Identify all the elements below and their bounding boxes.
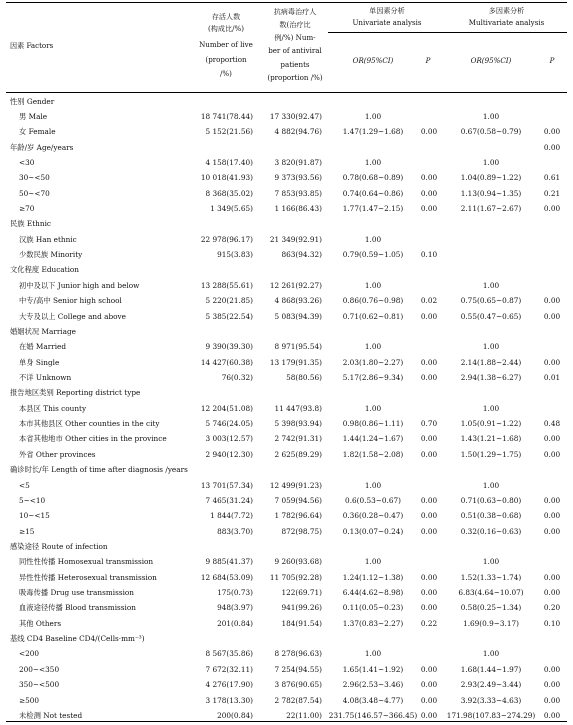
row-mp: 0.00 <box>543 357 561 367</box>
row-mor: 0.58(0.25~1.34) <box>460 603 522 613</box>
row-label: 中专/高中 Senior high school <box>19 296 122 306</box>
row-label: 汉族 Han ethnic <box>19 234 77 244</box>
row-mor: 1.68(1.44~1.97) <box>460 664 522 674</box>
row-up: 0.10 <box>420 250 438 260</box>
row-up: 0.00 <box>420 204 438 214</box>
row-mor: 0.32(0.16~0.63) <box>460 526 522 536</box>
row-mor: 1.00 <box>482 403 500 413</box>
row-live: 7 465(31.24) <box>205 495 253 505</box>
row-up: 0.00 <box>420 372 438 382</box>
row-live: 883(3.70) <box>217 526 253 536</box>
row-art: 12 499(91.23) <box>269 480 322 490</box>
header-bottom-rule <box>6 92 567 93</box>
row-up: 0.22 <box>420 618 438 628</box>
header-survival-3: Number of live <box>199 40 253 49</box>
row-live: 76(0.32) <box>221 372 253 382</box>
row-uor: 1.00 <box>364 280 382 290</box>
row-uor: 1.00 <box>364 649 382 659</box>
row-uor: 1.65(1.41~1.92) <box>342 664 404 674</box>
row-label: ≥15 <box>19 526 35 536</box>
row-uor: 1.24(1.12~1.38) <box>342 572 404 582</box>
row-uor: 0.86(0.76~0.98) <box>342 296 404 306</box>
row-uor: 1.00 <box>364 111 382 121</box>
row-up: 0.00 <box>420 710 438 720</box>
row-label: <5 <box>19 480 30 490</box>
row-mor: 0.75(0.65~0.87) <box>460 296 522 306</box>
row-live: 7 672(32.11) <box>205 664 253 674</box>
row-mp: 0.00 <box>543 449 561 459</box>
row-art: 1 166(86.43) <box>274 204 322 214</box>
header-antiviral-2: 数(治疗比 <box>279 20 311 29</box>
row-up: 0.00 <box>420 572 438 582</box>
row-label: 10~<15 <box>19 511 50 521</box>
bottom-rule <box>6 721 567 722</box>
row-art: 2 782(87.54) <box>274 695 322 705</box>
row-up: 0.00 <box>420 449 438 459</box>
row-up: 0.00 <box>420 603 438 613</box>
row-uor: 1.00 <box>364 157 382 167</box>
row-uor: 0.11(0.05~0.23) <box>342 603 404 613</box>
row-art: 3 876(90.65) <box>274 680 322 690</box>
row-label: 初中及以下 Junior high and below <box>19 280 140 290</box>
row-label: 少数民族 Minority <box>19 250 83 260</box>
row-live: 3 003(12.57) <box>205 434 253 444</box>
row-uor: 0.6(0.53~0.67) <box>345 495 401 505</box>
row-art: 5 398(93.94) <box>274 419 322 429</box>
row-uor: 0.74(0.64~0.86) <box>342 188 404 198</box>
row-live: 5 152(21.56) <box>205 127 253 137</box>
header-antiviral-1: 抗病毒治疗人 <box>273 7 317 16</box>
row-art: 872(98.75) <box>281 526 322 536</box>
header-univariate-p: P <box>425 56 431 65</box>
header-univariate-cn: 单因素分析 <box>369 6 405 15</box>
row-mor: 3.92(3.33~4.63) <box>460 695 522 705</box>
row-label: 30~<50 <box>19 173 50 183</box>
row-up: 0.00 <box>420 664 438 674</box>
row-mor: 1.43(1.21~1.68) <box>460 434 522 444</box>
row-mp: 0.00 <box>543 664 561 674</box>
row-label: 外省 Other provinces <box>19 449 96 459</box>
row-label: 50~<70 <box>19 188 50 198</box>
row-live: 2 940(12.30) <box>205 449 253 459</box>
row-label: ≥500 <box>19 695 40 705</box>
header-multivariate-cn: 多因素分析 <box>488 6 525 15</box>
row-up: 0.00 <box>420 695 438 705</box>
row-art: 8 278(96.63) <box>274 649 322 659</box>
row-art: 22(11.00) <box>286 710 322 720</box>
row-up: 0.00 <box>420 173 438 183</box>
row-mor: 1.00 <box>482 480 500 490</box>
row-up: 0.00 <box>420 495 438 505</box>
row-mp: 0.20 <box>543 603 561 613</box>
row-live: 8 368(35.02) <box>205 188 253 198</box>
row-art: 4 868(93.26) <box>274 296 322 306</box>
row-mp: 0.00 <box>543 495 561 505</box>
row-uor: 1.00 <box>364 403 382 413</box>
row-live: 12 204(51.08) <box>200 403 253 413</box>
row-label: 大专及以上 College and above <box>19 311 126 321</box>
row-mp: 0.61 <box>543 173 561 183</box>
row-live: 175(0.73) <box>217 588 253 598</box>
row-live: 13 288(55.61) <box>200 280 253 290</box>
row-live: 915(3.83) <box>217 250 253 260</box>
row-up: 0.02 <box>420 296 438 306</box>
row-art: 4 882(94.76) <box>274 127 322 137</box>
row-label: 未检测 Not tested <box>19 710 83 720</box>
row-live: 5 385(22.54) <box>205 311 253 321</box>
row-up: 0.00 <box>420 188 438 198</box>
row-uor: 0.13(0.07~0.24) <box>342 526 404 536</box>
row-mor: 0.71(0.63~0.80) <box>460 495 522 505</box>
section-label: 婚姻状况 Marriage <box>10 326 76 336</box>
row-art: 13 179(91.35) <box>269 357 322 367</box>
row-art: 7 254(94.55) <box>274 664 322 674</box>
row-mor: 1.52(1.33~1.74) <box>460 572 522 582</box>
row-uor: 0.71(0.62~0.81) <box>342 311 404 321</box>
row-live: 10 018(41.93) <box>200 173 253 183</box>
row-uor: 1.77(1.47~2.15) <box>342 204 404 214</box>
row-live: 5 746(24.05) <box>205 419 253 429</box>
row-live: 18 741(78.44) <box>200 111 253 121</box>
row-mor: 1.00 <box>482 157 500 167</box>
row-art: 122(69.71) <box>281 588 322 598</box>
row-mp: 0.00 <box>543 296 561 306</box>
row-live: 12 684(53.09) <box>200 572 253 582</box>
row-label: 在婚 Married <box>19 342 67 352</box>
row-art: 8 971(95.54) <box>274 342 322 352</box>
row-uor: 1.47(1.29~1.68) <box>342 127 404 137</box>
row-art: 11 705(92.28) <box>269 572 322 582</box>
row-mp: 0.00 <box>543 434 561 444</box>
row-label: 同性性传播 Homosexual transmission <box>19 557 154 567</box>
header-survival-2: (构成比/%) <box>208 24 244 33</box>
row-label: <30 <box>19 157 35 167</box>
row-mor: 2.93(2.49~3.44) <box>460 680 522 690</box>
header-survival-1: 存活人数 <box>211 12 241 21</box>
row-up: 0.00 <box>420 357 438 367</box>
row-art: 58(80.56) <box>286 372 322 382</box>
row-label: 不详 Unknown <box>19 372 72 382</box>
row-live: 9 885(41.37) <box>205 557 253 567</box>
row-label: <200 <box>19 649 40 659</box>
row-mor: 0.67(0.58~0.79) <box>460 127 522 137</box>
section-label: 报告地区类别 Reporting district type <box>10 388 141 398</box>
row-live: 5 220(21.85) <box>205 296 253 306</box>
row-label: 本县区 This county <box>19 403 87 413</box>
row-uor: 0.98(0.86~1.11) <box>342 419 404 429</box>
row-mp: 0.00 <box>543 695 561 705</box>
section-label: 文化程度 Education <box>10 265 79 275</box>
row-uor: 1.44(1.24~1.67) <box>342 434 404 444</box>
row-art: 184(91.54) <box>281 618 322 628</box>
row-live: 200(0.84) <box>217 710 253 720</box>
row-live: 948(3.97) <box>217 603 253 613</box>
header-survival-5: /%) <box>220 69 232 78</box>
header-multivariate-en: Multivariate analysis <box>468 18 545 27</box>
row-uor: 231.75(146.57~366.45) <box>328 710 418 720</box>
row-mp: 0.00 <box>543 710 561 720</box>
row-live: 4 158(17.40) <box>205 157 253 167</box>
header-univariate-or: OR(95%CI) <box>352 56 394 65</box>
row-label: 异性性传播 Heterosexual transmission <box>19 572 157 582</box>
row-mor: 0.55(0.47~0.65) <box>460 311 522 321</box>
header-antiviral-5: patients <box>280 60 310 69</box>
row-uor: 1.82(1.58~2.08) <box>342 449 404 459</box>
row-mp: 0.00 <box>543 511 561 521</box>
row-up: 0.00 <box>420 127 438 137</box>
row-uor: 1.00 <box>364 480 382 490</box>
row-art: 17 330(92.47) <box>269 111 322 121</box>
row-mor: 1.13(0.94~1.35) <box>460 188 522 198</box>
row-mor: 2.94(1.38~6.27) <box>460 372 522 382</box>
row-art: 21 349(92.91) <box>269 234 322 244</box>
header-multivariate-or: OR(95%CI) <box>470 56 512 65</box>
row-uor: 4.08(3.48~4.77) <box>342 695 404 705</box>
row-mp: 0.00 <box>543 572 561 582</box>
section-label: 确诊时长/年 Length of time after diagnosis /years <box>10 465 188 475</box>
row-live: 1 844(7.72) <box>210 511 253 521</box>
row-art: 2 625(89.29) <box>274 449 322 459</box>
row-mor: 1.04(0.89~1.22) <box>460 173 522 183</box>
row-live: 9 390(39.30) <box>205 342 253 352</box>
row-art: 5 083(94.39) <box>274 311 322 321</box>
row-mor: 1.00 <box>482 557 500 567</box>
row-mp: 0.00 <box>543 311 561 321</box>
header-factors: 因素 Factors <box>10 41 54 50</box>
row-up: 0.70 <box>420 419 438 429</box>
row-art: 941(99.26) <box>281 603 322 613</box>
row-label: 男 Male <box>19 111 48 121</box>
row-uor: 0.36(0.28~0.47) <box>342 511 404 521</box>
row-art: 9 260(93.68) <box>274 557 322 567</box>
row-art: 7 853(93.85) <box>274 188 322 198</box>
row-art: 12 261(92.27) <box>269 280 322 290</box>
row-mp: 0.00 <box>543 526 561 536</box>
row-mp: 0.00 <box>543 204 561 214</box>
header-univariate-en: Univariate analysis <box>352 18 422 27</box>
row-mor: 0.51(0.38~0.68) <box>460 511 522 521</box>
row-art: 1 782(96.64) <box>274 511 322 521</box>
header-antiviral-6: (proportion /%) <box>267 73 323 82</box>
row-mp: 0.48 <box>543 419 561 429</box>
row-label: 单身 Single <box>19 357 60 367</box>
row-uor: 1.00 <box>364 342 382 352</box>
row-art: 2 742(91.31) <box>274 434 322 444</box>
row-live: 8 567(35.86) <box>205 649 253 659</box>
row-uor: 0.79(0.59~1.05) <box>342 250 404 260</box>
section-label: 基线 CD4 Baseline CD4/(Cells·mm⁻³) <box>10 634 145 644</box>
row-label: 5~<10 <box>19 495 46 505</box>
row-uor: 1.37(0.83~2.27) <box>342 618 404 628</box>
row-label: 350~<500 <box>19 680 60 690</box>
row-label: 吸毒传播 Drug use transmission <box>19 588 135 598</box>
row-live: 1 349(5.65) <box>210 204 253 214</box>
header-survival-4: (proportion <box>205 55 247 64</box>
row-mor: 1.69(0.9~3.17) <box>463 618 519 628</box>
row-mp: 0.01 <box>543 372 561 382</box>
row-label: 其他 Others <box>19 618 62 628</box>
row-up: 0.00 <box>420 511 438 521</box>
row-art: 11 447(93.8) <box>274 403 322 413</box>
row-mp: 0.00 <box>543 680 561 690</box>
row-label: 女 Female <box>19 127 56 137</box>
row-uor: 5.17(2.86~9.34) <box>342 372 404 382</box>
row-mp: 0.21 <box>543 188 561 198</box>
row-label: ≥70 <box>19 204 35 214</box>
row-up: 0.00 <box>420 434 438 444</box>
row-mp: 0.10 <box>543 618 561 628</box>
row-mp: 0.00 <box>543 588 561 598</box>
row-up: 0.00 <box>420 680 438 690</box>
row-label: 本市其他县区 Other counties in the city <box>19 419 160 429</box>
row-live: 3 178(13.30) <box>205 695 253 705</box>
row-live: 22 978(96.17) <box>200 234 253 244</box>
row-label: 本省其他地市 Other cities in the province <box>19 434 167 444</box>
row-uor: 6.44(4.62~8.98) <box>342 588 404 598</box>
row-mor: 1.00 <box>482 649 500 659</box>
section-label: 感染途径 Route of infection <box>10 541 108 551</box>
row-art: 9 373(93.56) <box>274 173 322 183</box>
row-mor: 1.00 <box>482 111 500 121</box>
row-up: 0.00 <box>420 311 438 321</box>
analysis-header-rule <box>328 32 567 33</box>
row-up: 0.00 <box>420 526 438 536</box>
row-label: 200~<350 <box>19 664 60 674</box>
row-uor: 2.96(2.53~3.46) <box>342 680 404 690</box>
row-mp: 0.00 <box>543 127 561 137</box>
row-live: 201(0.84) <box>217 618 253 628</box>
row-uor: 1.00 <box>364 557 382 567</box>
header-antiviral-4: ber of antiviral <box>268 46 322 55</box>
section-label: 民族 Ethnic <box>10 219 51 229</box>
row-mor: 171.98(107.83~274.29) <box>446 710 536 720</box>
row-mor: 1.05(0.91~1.22) <box>460 419 522 429</box>
row-live: 4 276(17.90) <box>205 680 253 690</box>
row-uor: 2.03(1.80~2.27) <box>342 357 404 367</box>
row-up: 0.00 <box>420 588 438 598</box>
row-uor: 0.78(0.68~0.89) <box>342 173 404 183</box>
row-art: 863(94.32) <box>281 250 322 260</box>
section-label: 性别 Gender <box>10 96 55 106</box>
row-label: 血液途径传播 Blood transmission <box>19 603 136 613</box>
header-antiviral-3: 例/%) Num- <box>274 33 316 42</box>
row-mor: 1.00 <box>482 280 500 290</box>
row-live: 14 427(60.38) <box>200 357 253 367</box>
row-live: 13 701(57.34) <box>200 480 253 490</box>
row-uor: 1.00 <box>364 234 382 244</box>
section-mp: 0.00 <box>543 142 561 152</box>
top-rule <box>6 2 567 3</box>
row-art: 7 059(94.56) <box>274 495 322 505</box>
section-label: 年龄/岁 Age/years <box>10 142 74 152</box>
row-mor: 6.83(4.64~10.07) <box>458 588 524 598</box>
row-mor: 1.50(1.29~1.75) <box>460 449 522 459</box>
row-mor: 2.11(1.67~2.67) <box>460 204 522 214</box>
row-art: 3 820(91.87) <box>274 157 322 167</box>
row-mor: 2.14(1.88~2.44) <box>460 357 522 367</box>
row-mor: 1.00 <box>482 342 500 352</box>
header-multivariate-p: P <box>549 56 555 65</box>
